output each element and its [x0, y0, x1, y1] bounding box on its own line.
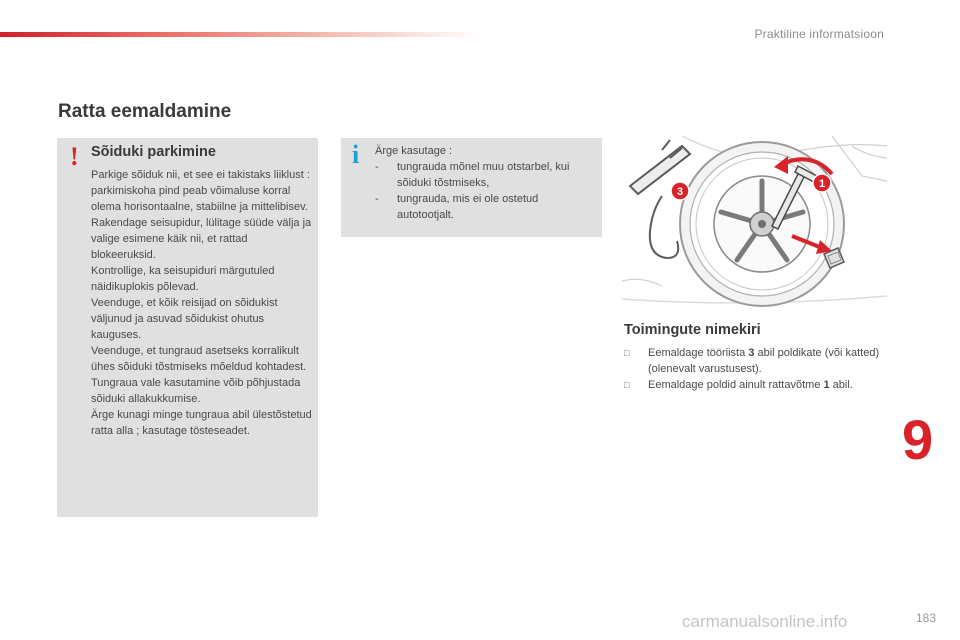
warning-box: [57, 138, 318, 517]
info-list-item: [375, 159, 597, 191]
warning-paragraph: Veenduge, et kõik reisijad on sõidukist väljunud ja asuvad sõidukist ohutus kauguses.: [91, 297, 278, 341]
warning-paragraph: Rakendage seisupidur, lülitage süüde välja ja valige esimene käik nii, et rattad blokeeruksid.: [91, 217, 312, 261]
callout-label-1: 1: [818, 178, 826, 190]
tire-icon: [680, 142, 844, 306]
procedure-step: [624, 377, 894, 393]
step-tool-number: 3: [748, 347, 755, 359]
watermark: carmanualsonline.info: [682, 612, 848, 631]
warning-exclamation-icon: !: [70, 142, 79, 171]
info-list-item: [375, 191, 597, 223]
checkbox-bullet-icon: □: [624, 380, 630, 390]
procedure-steps: [624, 345, 894, 393]
step-text-post: abil poldikate (või katted) (olenevalt varustusest).: [648, 347, 880, 375]
callout-badge-3: [671, 182, 689, 200]
header-accent-bar: [0, 32, 480, 37]
warning-paragraph: Parkige sõiduk nii, et see ei takistaks liiklust : parkimiskoha pind peab võimaluse korral olema horisontaalne, stabiilne ja mittelibisev.: [91, 169, 310, 213]
warning-title: Sõiduki parkimine: [91, 144, 216, 160]
warning-paragraph: Tungraua vale kasutamine võib põhjustada sõiduki allakukkumise.: [91, 377, 301, 405]
dash-bullet-icon: -: [375, 193, 379, 205]
warning-paragraph: Kontrollige, ka seisupiduri märgutuled näidikuplokis põlevad.: [91, 265, 275, 293]
info-list-item-text: tungrauda mõnel muu otstarbel, kui sõiduki tõstmiseks,: [397, 161, 570, 189]
info-body: [375, 143, 597, 223]
info-intro: Ärge kasutage :: [375, 145, 453, 157]
page-number: 183: [915, 611, 936, 625]
info-list: [375, 159, 597, 223]
checkbox-bullet-icon: □: [624, 348, 630, 358]
info-icon: i: [352, 140, 360, 169]
info-list-item-text: tungrauda, mis ei ole ostetud autotootjalt.: [397, 193, 539, 221]
section-title: Ratta eemaldamine: [58, 101, 232, 122]
wheel-removal-illustration: [622, 136, 887, 311]
step-text-pre: Eemaldage poldid ainult rattavõtme: [648, 379, 824, 391]
warning-paragraph: Ärge kunagi minge tungraua abil ülestõstetud ratta alla ; kasutage tösteseadet.: [91, 409, 312, 437]
procedure-list-title: Toimingute nimekiri: [624, 322, 761, 338]
callout-label-3: 3: [676, 186, 684, 198]
warning-body: [91, 167, 313, 439]
procedure-step: [624, 345, 894, 377]
warning-paragraph: Veenduge, et tungraud asetseks korralikult ühes sõiduki tõstmiseks mõeldud kohtadest.: [91, 345, 307, 373]
step-text-post: abil.: [829, 379, 853, 391]
step-text-pre: Eemaldage tööriista: [648, 347, 749, 359]
info-box: [341, 138, 602, 237]
callout-badge-1: [813, 174, 831, 192]
page-header-title: Praktiline informatsioon: [754, 27, 884, 41]
dash-bullet-icon: -: [375, 161, 379, 173]
step-tool-number: 1: [823, 379, 830, 391]
chapter-number: 9: [902, 408, 934, 471]
